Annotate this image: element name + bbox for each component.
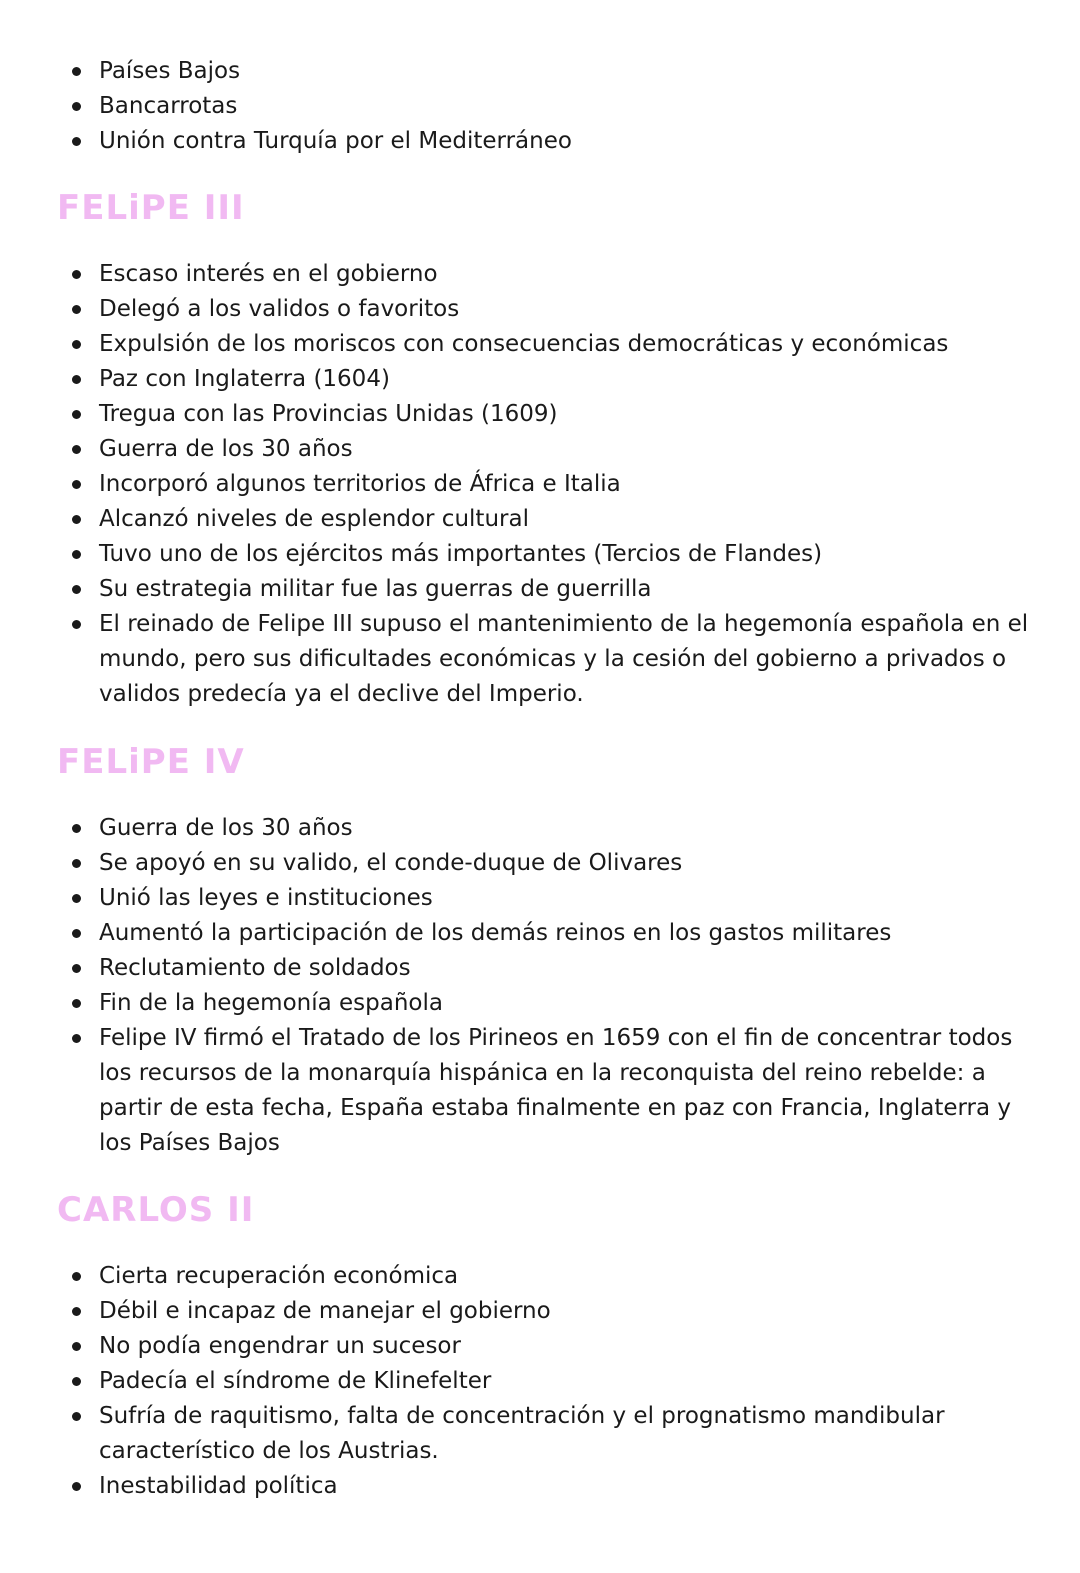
list-item (70, 1329, 1030, 1364)
bullet-icon (72, 964, 81, 973)
bullet-icon (72, 102, 81, 111)
bullet-icon (72, 1482, 81, 1491)
list-item (70, 89, 1030, 124)
list-item (70, 1259, 1030, 1294)
bullet-icon (72, 859, 81, 868)
felipe-iii-list (70, 257, 1030, 712)
list-item-text: Fin de la hegemonía española (99, 990, 443, 1016)
list-item (70, 986, 1030, 1021)
list-item (70, 537, 1030, 572)
list-item-text: Su estrategia militar fue las guerras de guerrilla (99, 576, 652, 602)
bullet-icon (72, 445, 81, 454)
list-item (70, 467, 1030, 502)
list-item (70, 257, 1030, 292)
list-item-text: Unión contra Turquía por el Mediterráneo (99, 128, 572, 154)
list-item-text: Países Bajos (99, 58, 241, 84)
list-item (70, 362, 1030, 397)
bullet-icon (72, 1272, 81, 1281)
bullet-icon (72, 137, 81, 146)
bullet-icon (72, 1412, 81, 1421)
list-item-text: No podía engendrar un sucesor (99, 1333, 461, 1359)
list-item-text: Expulsión de los moriscos con consecuencias democráticas y económicas (99, 331, 949, 357)
list-item-text: Reclutamiento de soldados (99, 955, 411, 981)
intro-list (70, 54, 1030, 159)
list-item (70, 292, 1030, 327)
list-item (70, 124, 1030, 159)
bullet-icon (72, 410, 81, 419)
bullet-icon (72, 1034, 81, 1043)
list-item-text: Bancarrotas (99, 93, 238, 119)
bullet-icon (72, 480, 81, 489)
bullet-icon (72, 824, 81, 833)
list-item-text: El reinado de Felipe III supuso el mantenimiento de la hegemonía española en el mundo, pero sus dificultades económicas y la cesión del gobierno a privados o validos predecía ya el declive del Imperio. (99, 611, 1029, 707)
list-item-text: Padecía el síndrome de Klinefelter (99, 1368, 492, 1394)
section-heading-felipe-iv: FELiPE IV (57, 742, 245, 782)
section-heading-carlos-ii: CARLOS II (57, 1190, 255, 1230)
list-item (70, 811, 1030, 846)
list-item (70, 502, 1030, 537)
bullet-icon (72, 375, 81, 384)
list-item (70, 1469, 1030, 1504)
bullet-icon (72, 585, 81, 594)
list-item-text: Guerra de los 30 años (99, 815, 353, 841)
bullet-icon (72, 929, 81, 938)
list-item-text: Tuvo uno de los ejércitos más importantes (Tercios de Flandes) (99, 541, 823, 567)
bullet-icon (72, 550, 81, 559)
bullet-icon (72, 305, 81, 314)
list-item-text: Aumentó la participación de los demás reinos en los gastos militares (99, 920, 892, 946)
list-item-text: Se apoyó en su valido, el conde-duque de Olivares (99, 850, 683, 876)
list-item (70, 951, 1030, 986)
list-item (70, 607, 1030, 712)
list-item-text: Escaso interés en el gobierno (99, 261, 438, 287)
list-item (70, 1399, 1030, 1469)
list-item (70, 327, 1030, 362)
section-heading-felipe-iii: FELiPE III (57, 188, 245, 228)
list-item (70, 397, 1030, 432)
bullet-icon (72, 270, 81, 279)
list-item-text: Incorporó algunos territorios de África e Italia (99, 471, 621, 497)
list-item (70, 54, 1030, 89)
bullet-icon (72, 1377, 81, 1386)
list-item-text: Felipe IV firmó el Tratado de los Pirineos en 1659 con el fin de concentrar todos los recursos de la monarquía hispánica en la reconquista del reino rebelde: a partir de esta fecha, España estaba finalmente en paz con Francia, Inglaterra y los Países Bajos (99, 1025, 1013, 1156)
list-item-text: Sufría de raquitismo, falta de concentración y el prognatismo mandibular característico de los Austrias. (99, 1403, 945, 1464)
felipe-iv-list (70, 811, 1030, 1161)
list-item (70, 1294, 1030, 1329)
carlos-ii-list (70, 1259, 1030, 1504)
bullet-icon (72, 999, 81, 1008)
list-item-text: Guerra de los 30 años (99, 436, 353, 462)
list-item-text: Débil e incapaz de manejar el gobierno (99, 1298, 551, 1324)
list-item (70, 1364, 1030, 1399)
list-item-text: Inestabilidad política (99, 1473, 338, 1499)
list-item (70, 916, 1030, 951)
list-item-text: Tregua con las Provincias Unidas (1609) (99, 401, 558, 427)
bullet-icon (72, 67, 81, 76)
list-item-text: Unió las leyes e instituciones (99, 885, 433, 911)
list-item-text: Paz con Inglaterra (1604) (99, 366, 390, 392)
bullet-icon (72, 515, 81, 524)
bullet-icon (72, 340, 81, 349)
list-item (70, 881, 1030, 916)
list-item-text: Delegó a los validos o favoritos (99, 296, 460, 322)
list-item-text: Cierta recuperación económica (99, 1263, 459, 1289)
list-item (70, 846, 1030, 881)
bullet-icon (72, 1307, 81, 1316)
list-item (70, 572, 1030, 607)
list-item (70, 1021, 1030, 1161)
list-item (70, 432, 1030, 467)
bullet-icon (72, 1342, 81, 1351)
list-item-text: Alcanzó niveles de esplendor cultural (99, 506, 529, 532)
bullet-icon (72, 620, 81, 629)
bullet-icon (72, 894, 81, 903)
